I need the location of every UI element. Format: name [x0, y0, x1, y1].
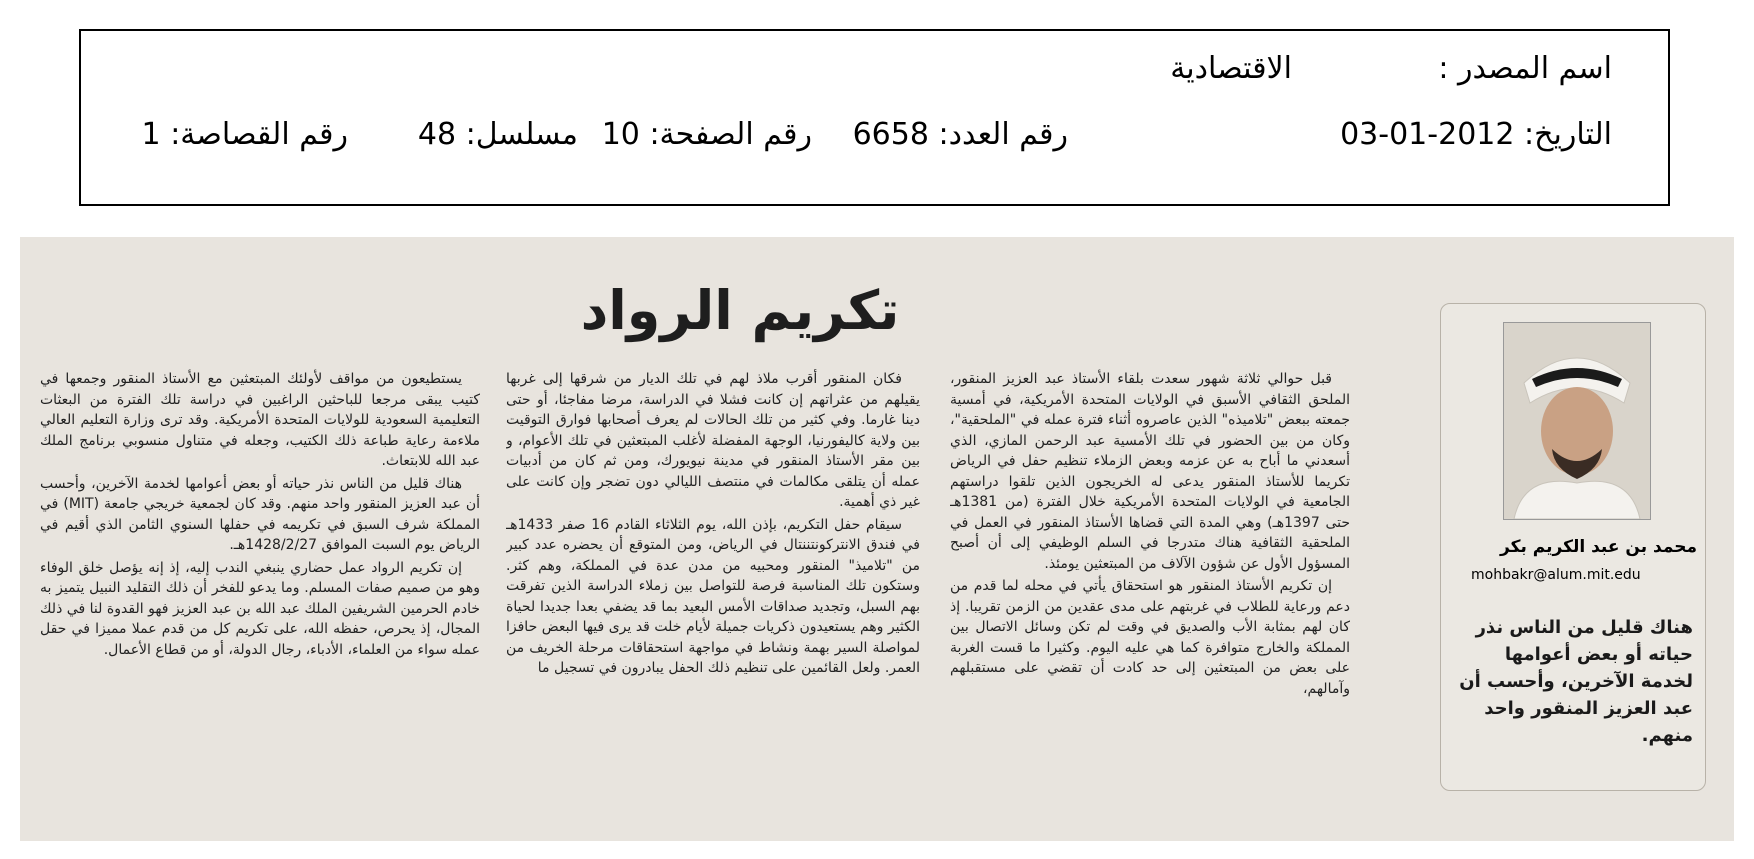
author-card	[1440, 303, 1706, 791]
clip-number-value: 1	[141, 117, 161, 152]
paragraph: هناك قليل من الناس نذر حياته أو بعض أعوامها لخدمة الآخرين، وأحسب أن عبد العزيز المنقور واحد منهم. وقد كان لجمعية خريجي جامعة (MIT) في المملكة شرف السبق في تكريمه في حفلها السنوي الثامن الذي أقيم في الرياض يوم السبت الموافق 1428/2/27هـ.	[40, 475, 480, 553]
date-value: 2012-01-03	[1340, 117, 1515, 152]
clip-number-field	[142, 117, 348, 152]
serial-field	[418, 117, 578, 152]
page-field	[602, 117, 812, 152]
page-label: رقم الصفحة:	[649, 117, 812, 152]
author-name: محمد بن عبد الكريم بكر	[1500, 537, 1697, 557]
issue-value: 6658	[852, 117, 929, 152]
article-column-3	[40, 369, 480, 839]
article-column-1	[950, 369, 1350, 839]
clip-number-label: رقم القصاصة:	[170, 117, 348, 152]
pull-quote: هناك قليل من الناس نذر حياته أو بعض أعوامها لخدمة الآخرين، وأحسب أن عبد العزيز المنقور واحد منهم.	[1459, 617, 1693, 746]
issue-field	[853, 117, 1068, 152]
source-value: الاقتصادية	[1170, 51, 1292, 86]
paragraph: إن تكريم الرواد عمل حضاري ينبغي الندب إليه، إذ إنه يؤصل خلق الوفاء وهو من صميم صفات المسلم. وما يدعو للفخر أن ذلك التقليد النبيل يتميز به خادم الحرمين الشريفين الملك عبد الله بن عبد العزيز فهو القدوة لنا في ذلك المجال، إذ يحرص، حفظه الله، على تكريم كل من قدم عملا مميزا في حقل عمله سواء من العلماء، الأدباء، رجال الدولة، أو من قطاع الأعمال.	[40, 559, 480, 658]
author-email: mohbakr@alum.mit.edu	[1471, 567, 1641, 583]
date-label: التاريخ:	[1524, 117, 1612, 152]
article-headline: تكريم الرواد	[580, 279, 900, 342]
paragraph: قبل حوالي ثلاثة شهور سعدت بلقاء الأستاذ عبد العزيز المنقور، الملحق الثقافي الأسبق في الولايات المتحدة الأمريكية، في أمسية جمعته ببعض "تلاميذه" الذين عاصروه أثناء فترة عمله في "الملحقية"، وكان من بين الحضور في تلك الأمسية عبد الرحمن المازي، الذي أسعدني ما أباح به عن عزمه وبعض الزملاء تنظيم حفل في الرياض تكريما للأستاذ المنقور يدعى له الخريجون الذين تلقوا دراستهم الجامعية في الولايات المتحدة الأمريكية خلال الفترة (من 1381هـ حتى 1397هـ) وهي المدة التي قضاها الأستاذ المنقور في العمل في الملحقية الثقافية هناك متدرجا في السلم الوظيفي إلى أن أصبح المسؤول الأول عن شؤون الآلاف من المبتعثين يومئذ.	[950, 371, 1350, 572]
clip-info-box	[79, 29, 1670, 206]
page-value: 10	[601, 117, 640, 152]
paragraph: يستطيعون من مواقف لأولئك المبتعثين مع الأستاذ المنقور وجمعها في كتيب يبقى مرجعا للباحثين الراغبين في دراسة تلك الفترة من البعثات التعليمية السعودية للولايات المتحدة الأمريكية. وقد ترى وزارة التعليم العالي ملاءمة رعاية طباعة ذلك الكتيب، وجعله في متناول منسوبي برنامج الملك عبد الله للابتعاث.	[40, 371, 480, 469]
serial-value: 48	[417, 117, 457, 152]
article-column-2	[506, 369, 920, 839]
paragraph: إن تكريم الأستاذ المنقور هو استحقاق يأتي في محله لما قدم من دعم ورعاية للطلاب في غربتهم على مدى عقدين من الزمن تقريبا. إذ كان لهم بمثابة الأب والصديق في وقت لم تكن وسائل الاتصال بين المملكة والخارج متوافرة كما هي عليه اليوم. وكثيرا ما قست الغربة على بعض من المبتعثين إلى حد كادت أن تقضي على مستقبلهم وآمالهم،	[950, 578, 1350, 697]
paragraph: سيقام حفل التكريم، بإذن الله، يوم الثلاثاء القادم 16 صفر 1433هـ في فندق الانتركونتننتال في الرياض، ومن المتوقع أن يحضره عدد كبير من "تلاميذ" المنقور ومحبيه من مدن عدة في المملكة، وهم كثر. وستكون تلك المناسبة فرصة للتواصل بين زملاء الدراسة الذين تفرقت بهم السبل، وتجديد صداقات الأمس البعيد بما قد يضفي بعدا جديدا لحياة الكثير وهم يستعيدون ذكريات جميلة لأيام خلت قد يرى فيها البعض حافزا لمواصلة السير بهمة ونشاط في مواجهة استحقاقات مرحلة الخريف من العمر. ولعل القائمين على تنظيم ذلك الحفل يبادرون في تسجيل ما	[506, 516, 920, 676]
author-photo	[1503, 322, 1651, 520]
paragraph: فكان المنقور أقرب ملاذ لهم في تلك الديار من شرقها إلى غربها يقيلهم من عثراتهم إن كانت فشلا في الدراسة، مرضا مفاجئا، أو حتى دينا غارما. وفي كثير من تلك الحالات لم يعرف أصحابها فوارق التوقيت بين ولاية كاليفورنيا، الوجهة المفضلة لأغلب المبتعثين في تلك الأعوام، و بين مقر الأستاذ المنقور في مدينة نيويورك، ومن ثم كان من أدبيات عمله أن يتلقى مكالمات في منتصف الليالي دون تضجر وإن كانت على غير ذي أهمية.	[506, 371, 920, 510]
issue-label: رقم العدد:	[938, 117, 1068, 152]
source-label: اسم المصدر :	[1438, 51, 1612, 86]
author-portrait-icon	[1504, 323, 1650, 519]
newspaper-clipping	[20, 237, 1734, 841]
serial-label: مسلسل:	[465, 117, 578, 152]
date-field	[1340, 117, 1612, 152]
